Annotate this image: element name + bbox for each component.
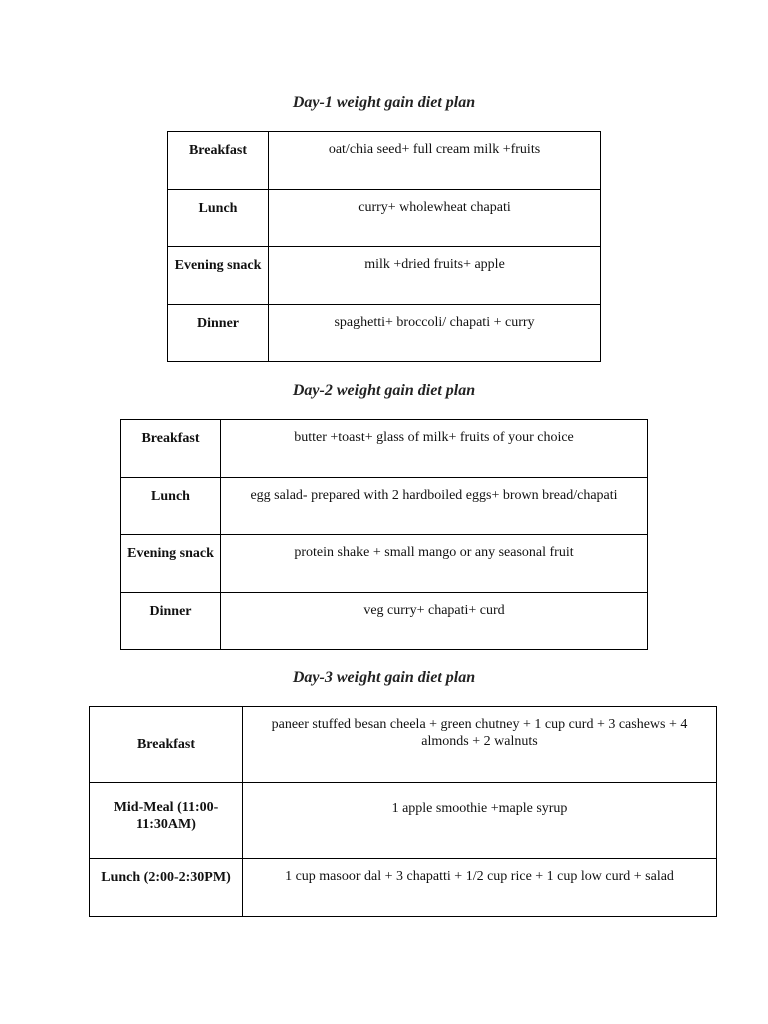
table-row xyxy=(168,304,601,362)
table-row xyxy=(121,535,648,593)
table-row xyxy=(168,247,601,305)
meal-name: Dinner xyxy=(121,592,221,650)
meal-name: Evening snack xyxy=(121,535,221,593)
meal-name: Breakfast xyxy=(90,707,243,783)
day3-heading: Day-3 weight gain diet plan xyxy=(292,669,476,686)
meal-food: butter +toast+ glass of milk+ fruits of your choice xyxy=(221,420,648,478)
day2-heading: Day-2 weight gain diet plan xyxy=(292,382,476,399)
table-row xyxy=(90,783,717,859)
meal-food: spaghetti+ broccoli/ chapati + curry xyxy=(269,304,601,362)
meal-food: curry+ wholewheat chapati xyxy=(269,189,601,247)
meal-name: Evening snack xyxy=(168,247,269,305)
table-row xyxy=(121,420,648,478)
meal-name: Lunch xyxy=(121,477,221,535)
day3-diet-table xyxy=(89,706,717,917)
meal-food: milk +dried fruits+ apple xyxy=(269,247,601,305)
day1-diet-table xyxy=(167,131,601,362)
day2-diet-table xyxy=(120,419,648,650)
meal-name: Breakfast xyxy=(168,132,269,190)
meal-name: Lunch xyxy=(168,189,269,247)
meal-food: 1 cup masoor dal + 3 chapatti + 1/2 cup rice + 1 cup low curd + salad xyxy=(243,859,717,917)
meal-food: oat/chia seed+ full cream milk +fruits xyxy=(269,132,601,190)
table-row xyxy=(90,859,717,917)
table-row xyxy=(121,477,648,535)
table-row xyxy=(121,592,648,650)
meal-food: egg salad- prepared with 2 hardboiled eggs+ brown bread/chapati xyxy=(221,477,648,535)
meal-food: veg curry+ chapati+ curd xyxy=(221,592,648,650)
table-row xyxy=(168,189,601,247)
table-row xyxy=(168,132,601,190)
meal-food: protein shake + small mango or any seasonal fruit xyxy=(221,535,648,593)
meal-food: paneer stuffed besan cheela + green chutney + 1 cup curd + 3 cashews + 4 almonds + 2 walnuts xyxy=(243,707,717,783)
table-row xyxy=(90,707,717,783)
meal-name: Mid-Meal (11:00-11:30AM) xyxy=(90,783,243,859)
meal-food: 1 apple smoothie +maple syrup xyxy=(243,783,717,859)
meal-name: Dinner xyxy=(168,304,269,362)
day1-heading: Day-1 weight gain diet plan xyxy=(292,94,476,111)
meal-name: Breakfast xyxy=(121,420,221,478)
meal-name: Lunch (2:00-2:30PM) xyxy=(90,859,243,917)
